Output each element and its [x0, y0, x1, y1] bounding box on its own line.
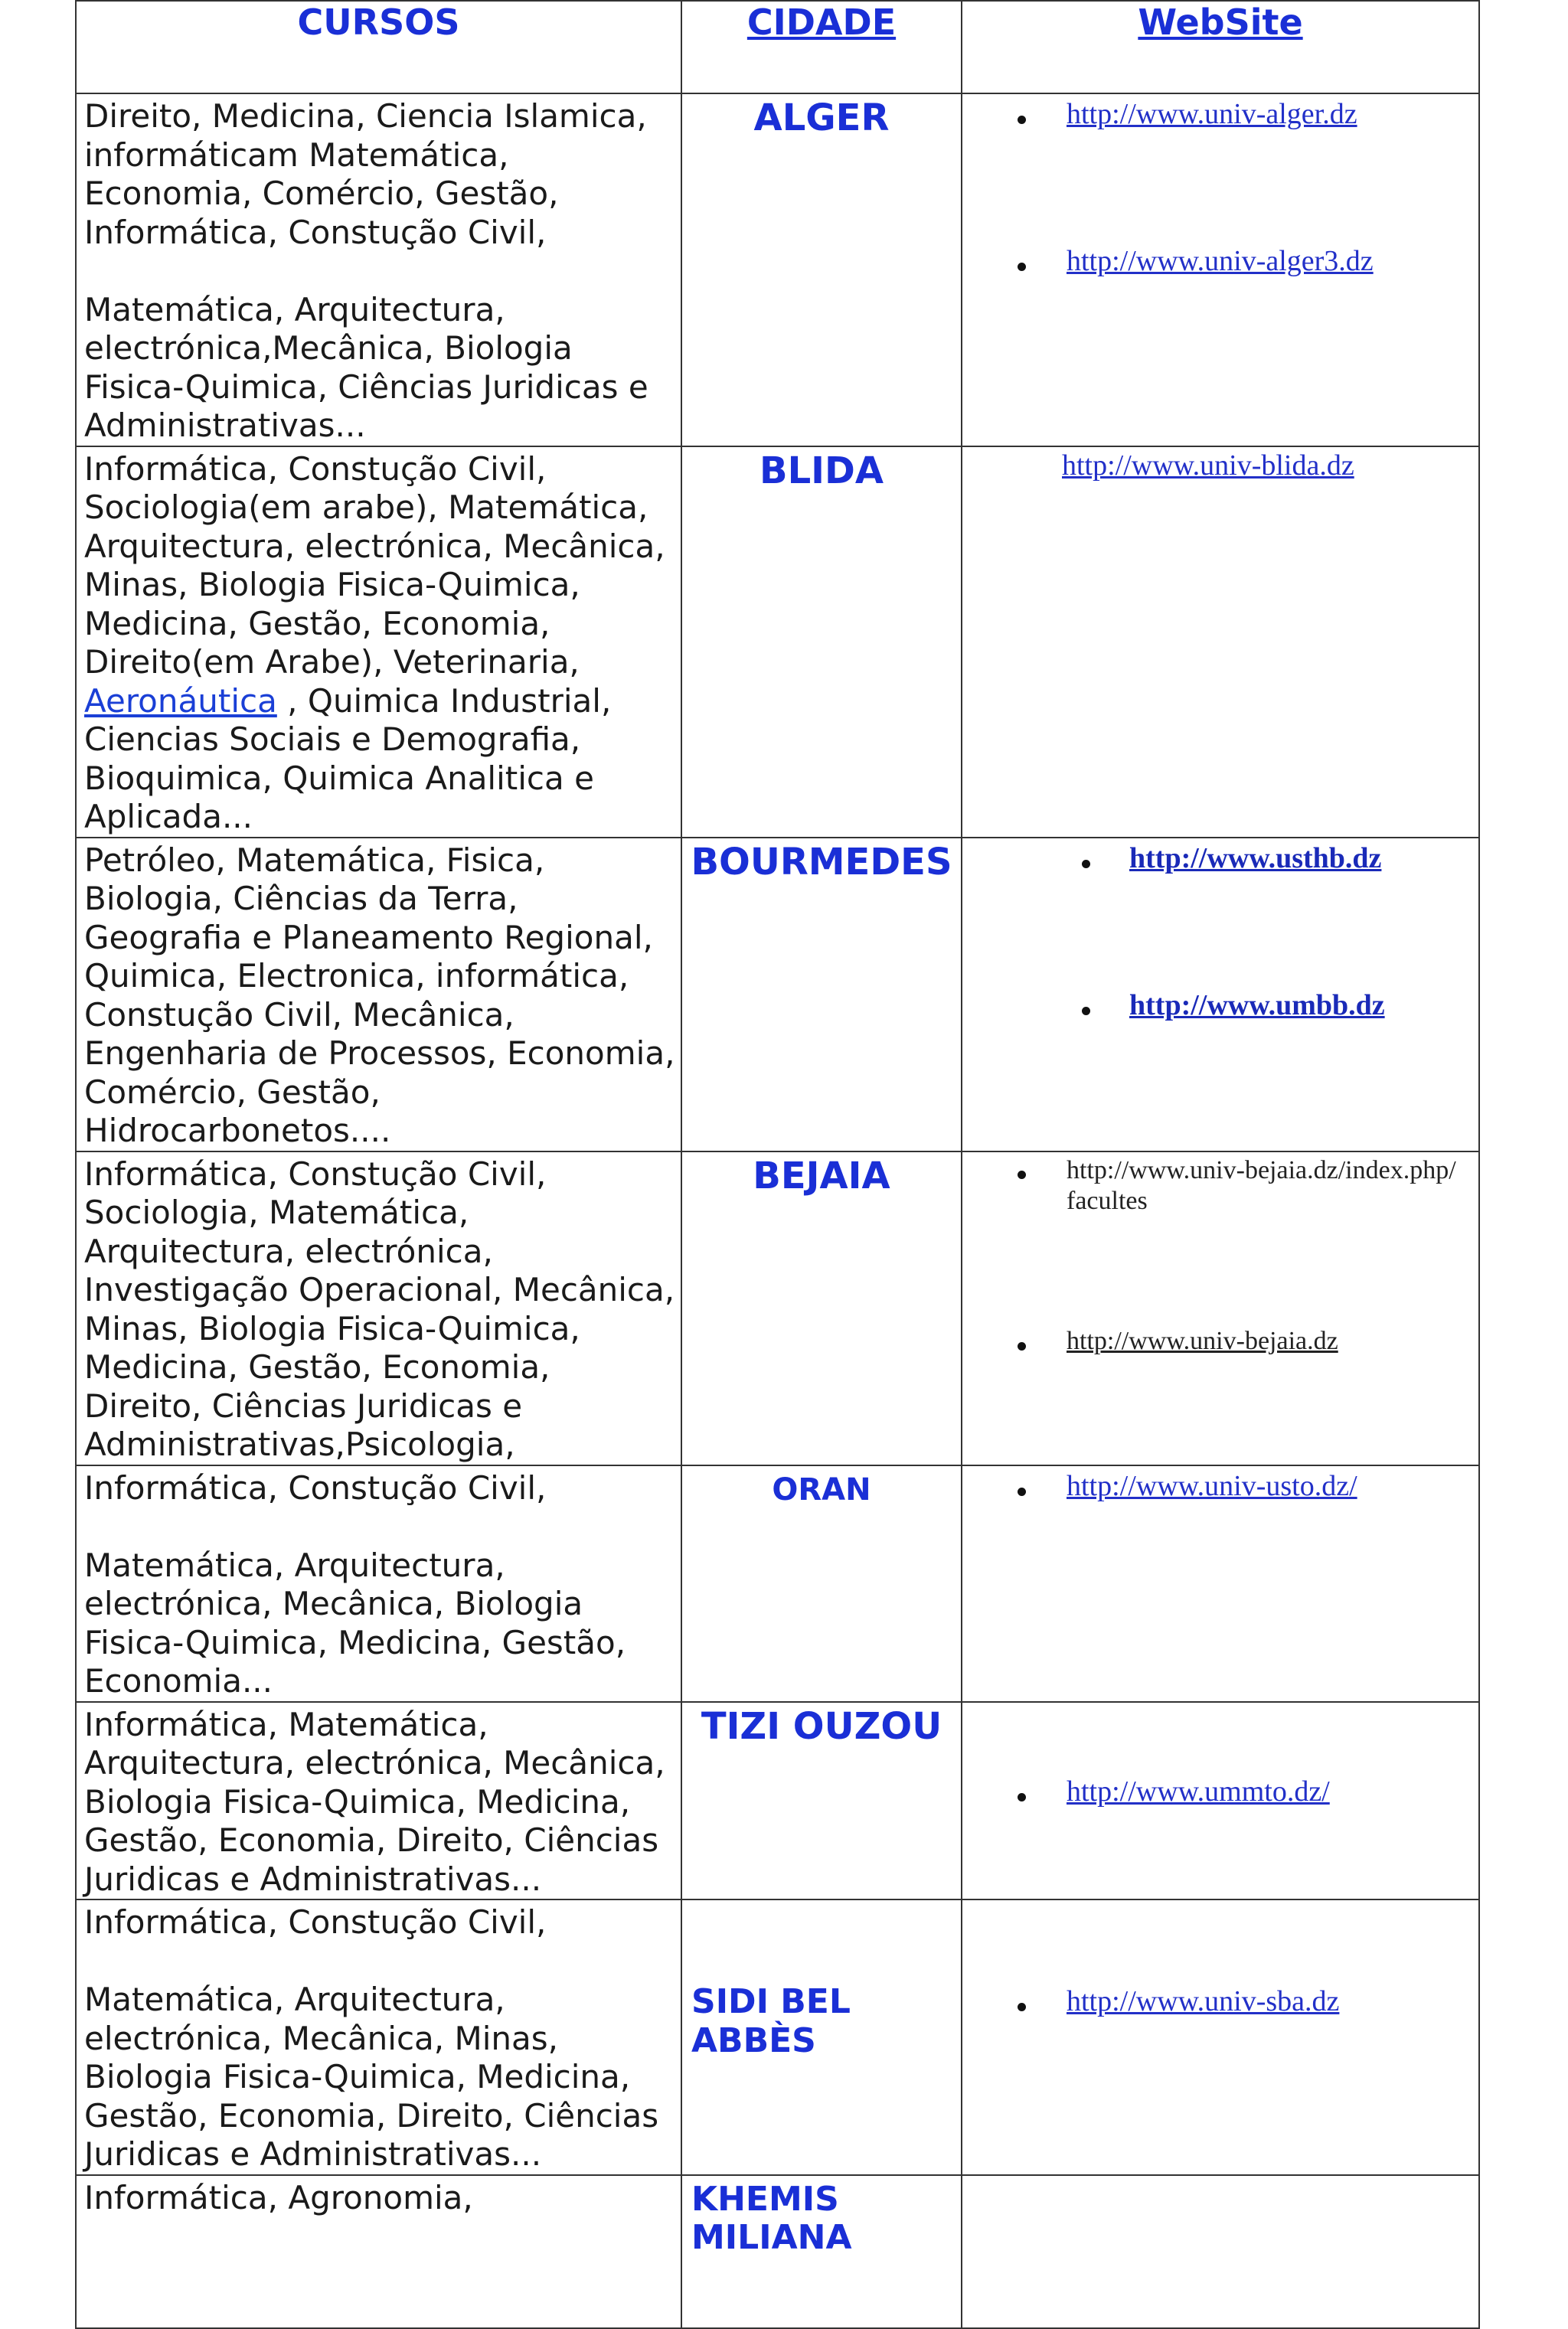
website-link[interactable]: http://www.umbb.dz — [1129, 988, 1385, 1021]
header-website: WebSite — [962, 1, 1479, 93]
courses-cell: Informática, Matemática, Arquitectura, electrónica, Mecânica, Biologia Fisica-Quimica, Medicina, Gestão, Economia, Direito, Ciências Juridicas e Administrativas... — [76, 1702, 681, 1900]
courses-cell: Informática, Constução Civil, Sociologia(em arabe), Matemática, Arquitectura, electrónica, Mecânica, Minas, Biologia Fisica-Quimica, Medicina, Gestão, Economia, Direito(em Arabe), Veterinaria, Aeronáutica , Quimica Industrial, Ciencias Sociais e Demografia, Bioquimica, Quimica Analitica e Aplicada... — [76, 446, 681, 838]
website-link[interactable]: http://www.ummto.dz/ — [1067, 1775, 1330, 1808]
table-row — [76, 838, 1479, 1151]
bullet-icon — [1018, 1342, 1026, 1351]
city-cell: BOURMEDES — [681, 838, 962, 1151]
table-row — [76, 1465, 1479, 1702]
website-link[interactable]: http://www.usthb.dz — [1129, 841, 1382, 874]
table-row — [76, 1899, 1479, 2175]
website-link[interactable]: http://www.univ-alger3.dz — [1067, 245, 1374, 277]
city-cell: KHEMIS MILIANA — [681, 2175, 962, 2328]
city-cell: BEJAIA — [681, 1151, 962, 1465]
website-cell — [962, 1151, 1479, 1465]
city-cell: BLIDA — [681, 446, 962, 838]
website-link[interactable]: http://www.univ-bejaia.dz — [1067, 1326, 1338, 1355]
bullet-icon — [1018, 263, 1026, 271]
aeronautica-link[interactable]: Aeronáutica — [84, 681, 277, 720]
courses-cell: Informática, Agronomia, — [76, 2175, 681, 2328]
bullet-icon — [1082, 860, 1090, 868]
bullet-icon — [1018, 2003, 1026, 2011]
website-link[interactable]: http://www.univ-blida.dz — [1062, 449, 1354, 482]
courses-cell: Informática, Constução Civil, Matemática, Arquitectura, electrónica, Mecânica, Biologia Fisica-Quimica, Medicina, Gestão, Economia... — [76, 1465, 681, 1702]
website-cell — [962, 446, 1479, 838]
city-cell: ALGER — [681, 93, 962, 446]
table-row — [76, 446, 1479, 838]
courses-cell: Informática, Constução Civil, Sociologia, Matemática, Arquitectura, electrónica, Investigação Operacional, Mecânica, Minas, Biologia Fisica-Quimica, Medicina, Gestão, Economia, Direito, Ciências Juridicas e Administrativas,Psicologia, — [76, 1151, 681, 1465]
website-cell — [962, 93, 1479, 446]
courses-cell: Informática, Constução Civil, Matemática, Arquitectura, electrónica, Mecânica, Minas, Biologia Fisica-Quimica, Medicina, Gestão, Economia, Direito, Ciências Juridicas e Administrativas... — [76, 1899, 681, 2175]
table-row — [76, 1151, 1479, 1465]
table-header-row — [76, 1, 1479, 93]
website-cell — [962, 1899, 1479, 2175]
courses-cell: Petróleo, Matemática, Fisica, Biologia, Ciências da Terra, Geografia e Planeamento Regional, Quimica, Electronica, informática, Constução Civil, Mecânica, Engenharia de Processos, Economia, Comércio, Gestão, Hidrocarbonetos.... — [76, 838, 681, 1151]
website-cell — [962, 838, 1479, 1151]
table-row — [76, 93, 1479, 446]
website-cell — [962, 2175, 1479, 2328]
city-cell: ORAN — [681, 1465, 962, 1702]
header-city: CIDADE — [681, 1, 962, 93]
website-link[interactable]: http://www.univ-usto.dz/ — [1067, 1469, 1357, 1502]
table-row — [76, 2175, 1479, 2328]
bullet-icon — [1018, 1793, 1026, 1801]
table-row — [76, 1702, 1479, 1900]
universities-table — [75, 0, 1480, 2329]
website-link[interactable]: http://www.univ-bejaia.dz/index.php/ facultes — [1067, 1155, 1456, 1215]
header-courses: CURSOS — [76, 1, 681, 93]
bullet-icon — [1018, 1171, 1026, 1179]
website-link[interactable]: http://www.univ-sba.dz — [1067, 1985, 1340, 2017]
city-cell: SIDI BEL ABBÈS — [681, 1899, 962, 2175]
website-cell — [962, 1702, 1479, 1900]
bullet-icon — [1018, 116, 1026, 124]
website-link[interactable]: http://www.univ-alger.dz — [1067, 98, 1357, 130]
bullet-icon — [1082, 1007, 1090, 1015]
courses-cell: Direito, Medicina, Ciencia Islamica, informáticam Matemática, Economia, Comércio, Gestão, Informática, Constução Civil, Matemática, Arquitectura, electrónica,Mecânica, Biologia Fisica-Quimica, Ciências Juridicas e Administrativas... — [76, 93, 681, 446]
bullet-icon — [1018, 1488, 1026, 1496]
website-cell — [962, 1465, 1479, 1702]
city-cell: TIZI OUZOU — [681, 1702, 962, 1900]
